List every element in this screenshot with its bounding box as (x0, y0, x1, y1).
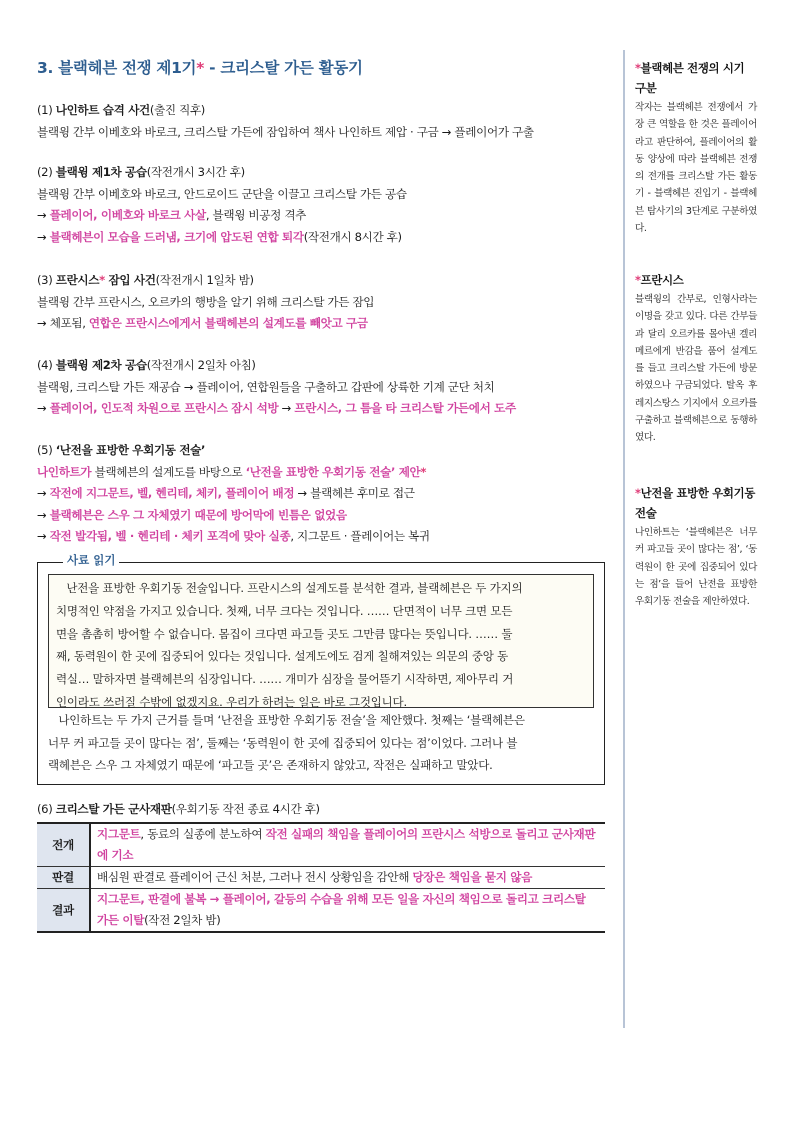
source-label: 사료 읽기 (63, 552, 119, 568)
section-line (37, 483, 607, 505)
quote-line: 면을 촘촘히 방어할 수 없습니다. 몸집이 크다면 파고들 곳도 그만큼 많다는 뜻입니다. …… 둘 (56, 626, 513, 641)
section-2 (37, 162, 607, 248)
section-line (37, 292, 607, 314)
highlight-text: 나인하트가 (37, 464, 92, 479)
text: → (37, 208, 50, 222)
text: (2) (37, 165, 56, 179)
section-heading (37, 100, 607, 122)
row-header: 전개 (37, 823, 90, 867)
source-paragraph (48, 709, 594, 777)
section-line (37, 227, 607, 249)
highlight-text: 블랙헤븐이 모습을 드러냄, 크기에 압도된 연합 퇴각 (49, 229, 304, 244)
section-heading (37, 162, 607, 184)
title-rest: - 크리스탈 가든 활동기 (204, 59, 363, 77)
section-line (37, 122, 607, 144)
text: , 지그문트 · 플레이어는 복귀 (290, 529, 430, 543)
text: (5) (37, 443, 56, 457)
highlight-text: 작전 실패의 책임을 플레이어의 프란시스 석방으로 돌리고 군사재판에 기소 (97, 827, 596, 862)
highlight-text: 지그문트 (97, 827, 141, 841)
text: (작전개시 2일차 아침) (146, 358, 256, 372)
text: → (37, 401, 50, 415)
highlight-text: 플레이어, 이베호와 바로크 사살 (49, 208, 206, 222)
text: (우회기동 작전 종료 4시간 후) (171, 802, 320, 816)
section-line (37, 184, 607, 206)
highlight-text: 작전 발각됨, 벨 · 헨리테 · 체키 포격에 맞아 실종 (49, 529, 291, 543)
source-reading-box (37, 562, 605, 785)
section-line (37, 377, 607, 399)
bold-text: 잠입 사건 (104, 273, 156, 287)
paragraph-line: 너무 커 파고들 곳이 많다는 점’, 둘째는 ‘동력원이 한 곳에 집중되어 있다는 점’이었다. 그러나 블 (48, 735, 518, 750)
quote-line: 난전을 표방한 우회기동 전술입니다. 프란시스의 설계도를 분석한 결과, 블랙헤븐은 두 가지의 (56, 581, 523, 595)
sidebar-text: 나인하트는 ‘블랙헤븐은 너무 커 파고들 곳이 많다는 점’, ‘동력원이 한 곳에 집중되어 있다는 점’을 들어 난전을 표방한 우회기동 전술을 제안하였다. (635, 527, 757, 608)
text: → (37, 229, 50, 244)
text: (작전개시 8시간 후) (303, 229, 402, 244)
sidebar-note-1 (635, 58, 757, 237)
row-content (90, 867, 605, 889)
text: (작전개시 1일차 밤) (155, 273, 254, 287)
text: (3) (37, 273, 56, 287)
section-6-heading (37, 799, 607, 821)
text: 블랙윙 간부 프란시스, 오르카의 행방을 알기 위해 크리스탈 가든 잠입 (37, 294, 375, 309)
section-line (37, 205, 607, 227)
text: (6) (37, 802, 56, 816)
sidebar-note-3 (635, 483, 757, 610)
highlight-text: 작전에 지그문트, 벨, 헨리테, 체키, 플레이어 배정 (49, 486, 295, 500)
text: → 블랙헤븐 후미로 접근 (294, 486, 415, 500)
text: → (37, 486, 50, 500)
row-content (90, 889, 605, 933)
section-heading (37, 270, 607, 292)
highlight-text: 블랙헤븐은 스우 그 자체였기 때문에 방어막에 빈틈은 없었음 (49, 507, 347, 522)
page-title (37, 56, 363, 78)
quote-line: 력실… 말하자면 블랙헤븐의 심장입니다. …… 개미가 심장을 물어뜯기 시작하면, 제아무리 거 (56, 672, 514, 687)
text: 블랙윙 간부 이베호와 바로크, 크리스탈 가든에 잠입하여 책사 나인하트 제압 · 구금 → 플레이어가 구출 (37, 124, 534, 139)
paragraph-line: 랙헤븐은 스우 그 자체였기 때문에 ‘파고들 곳’은 존재하지 않았고, 작전은 실패하고 말았다. (48, 758, 493, 772)
footnote-star: * (196, 59, 205, 77)
sidebar-heading (635, 483, 757, 523)
table-row (37, 867, 605, 889)
bold-text: 크리스탈 가든 군사재판 (55, 802, 172, 816)
sidebar-heading (635, 58, 757, 98)
highlight-text: 플레이어, 인도적 차원으로 프란시스 잠시 석방 (49, 401, 279, 415)
section-line (37, 398, 607, 420)
text: (작전 2일차 밤) (144, 913, 221, 927)
footnote-star: * (635, 61, 641, 75)
text: (출진 직후) (149, 103, 205, 117)
table-row (37, 889, 605, 933)
text: (작전개시 3시간 후) (146, 165, 245, 179)
section-5 (37, 440, 607, 548)
text: (4) (37, 358, 56, 372)
section-heading (37, 799, 607, 821)
highlight-text: 프란시스, 그 틈을 타 크리스탈 가든에서 도주 (294, 401, 516, 415)
footnote-star: * (635, 273, 641, 287)
text: , 동료의 실종에 분노하여 (140, 827, 266, 841)
highlight-text: 당장은 책임을 묻지 않음 (412, 870, 533, 884)
text: 블랙헤븐의 설계도를 바탕으로 (91, 464, 246, 479)
text: → 체포됨, (37, 316, 89, 330)
section-line (37, 505, 607, 527)
highlight-text: 지그문트, 판결에 불복 → 플레이어, 갈등의 수습을 위해 모든 일을 자신의 책임으로 돌리고 크리스탈 가든 이탈 (97, 892, 586, 927)
section-1 (37, 100, 607, 143)
row-header: 결과 (37, 889, 90, 933)
sidebar-heading (635, 270, 757, 290)
section-4 (37, 355, 607, 420)
source-reading-label (37, 550, 605, 570)
section-line (37, 462, 607, 484)
quote-box (48, 574, 594, 708)
text: → (37, 529, 50, 543)
quote-line: 치명적인 약점을 가지고 있습니다. 첫째, 너무 크다는 것입니다. …… 단면적이 너무 크면 모든 (56, 603, 513, 618)
bold-text: 프란시스 (55, 273, 100, 287)
text: → (278, 401, 295, 415)
bold-text: ‘난전을 표방한 우회기동 전술’ (55, 443, 206, 457)
text: , 블랙윙 비공정 격추 (205, 208, 307, 222)
text: (1) (37, 103, 56, 117)
footnote-star: * (420, 464, 427, 479)
highlight-text: 연합은 프란시스에게서 블랙헤븐의 설계도를 빼앗고 구금 (88, 316, 368, 330)
section-line (37, 526, 607, 548)
sidebar-text: 블랙윙의 간부로, 인형사라는 이명을 갖고 있다. 다른 간부들과 달리 오르카를 몰아낸 겔리메르에게 반감을 품어 설계도를 들고 크리스탈 가든에 방문하였으나 구금되었다. 탈옥 후 레지스탕스 기지에서 오르카를 구출하고 블랙헤븐으로 동행하였다. (635, 294, 757, 444)
bold-text: 블랙윙 제1차 공습 (55, 165, 147, 179)
text: → (37, 507, 50, 522)
bold-text: 나인하트 습격 사건 (55, 103, 150, 117)
paragraph-line: 나인하트는 두 가지 근거를 들며 ‘난전을 표방한 우회기동 전술’을 제안했다. 첫째는 ‘블랙헤븐은 (48, 713, 525, 727)
sidebar-note-2 (635, 270, 757, 447)
title-text: 3. 블랙헤븐 전쟁 제1기 (37, 59, 197, 77)
highlight-text: ‘난전을 표방한 우회기동 전술’ 제안 (245, 464, 421, 479)
section-heading (37, 355, 607, 377)
text: 블랙윙, 크리스탈 가든 재공습 → 플레이어, 연합원들을 구출하고 갑판에 상륙한 기계 군단 처치 (37, 379, 495, 394)
quote-line: 째, 동력원이 한 곳에 집중되어 있다는 것입니다. 설계도에도 검게 칠해져있는 의문의 중앙 동 (56, 649, 509, 664)
trial-table (37, 822, 605, 933)
sidebar-heading-text: 블랙헤븐 전쟁의 시기 구분 (635, 61, 745, 95)
table-row (37, 823, 605, 867)
bold-text: 블랙윙 제2차 공습 (55, 358, 147, 372)
text: 블랙윙 간부 이베호와 바로크, 안드로이드 군단을 이끌고 크리스탈 가든 공습 (37, 186, 407, 201)
sidebar-divider (623, 50, 625, 1028)
row-content (90, 823, 605, 867)
quote-line: 인이라도 쓰러질 수밖에 없겠지요. 우리가 하려는 일은 바로 그것입니다. (56, 694, 407, 709)
row-header: 판결 (37, 867, 90, 889)
section-heading (37, 440, 607, 462)
footnote-star: * (99, 273, 105, 287)
sidebar-heading-text: 난전을 표방한 우회기동 전술 (635, 486, 756, 520)
divider (37, 562, 605, 563)
footnote-star: * (635, 486, 641, 500)
sidebar-heading-text: 프란시스 (640, 273, 684, 287)
section-3 (37, 270, 607, 335)
text: 배심원 판결로 플레이어 근신 처분, 그러나 전시 상황임을 감안해 (97, 870, 413, 884)
sidebar-text: 작자는 블랙헤븐 전쟁에서 가장 큰 역할을 한 것은 플레이어라고 판단하여, 플레이어의 활동 양상에 따라 블랙헤븐 전쟁의 전개를 크리스탈 가든 활동기 - 블랙헤븐 진입기 - 블랙헤븐 탐사기의 3단계로 구분하였다. (635, 102, 757, 235)
section-line (37, 313, 607, 335)
